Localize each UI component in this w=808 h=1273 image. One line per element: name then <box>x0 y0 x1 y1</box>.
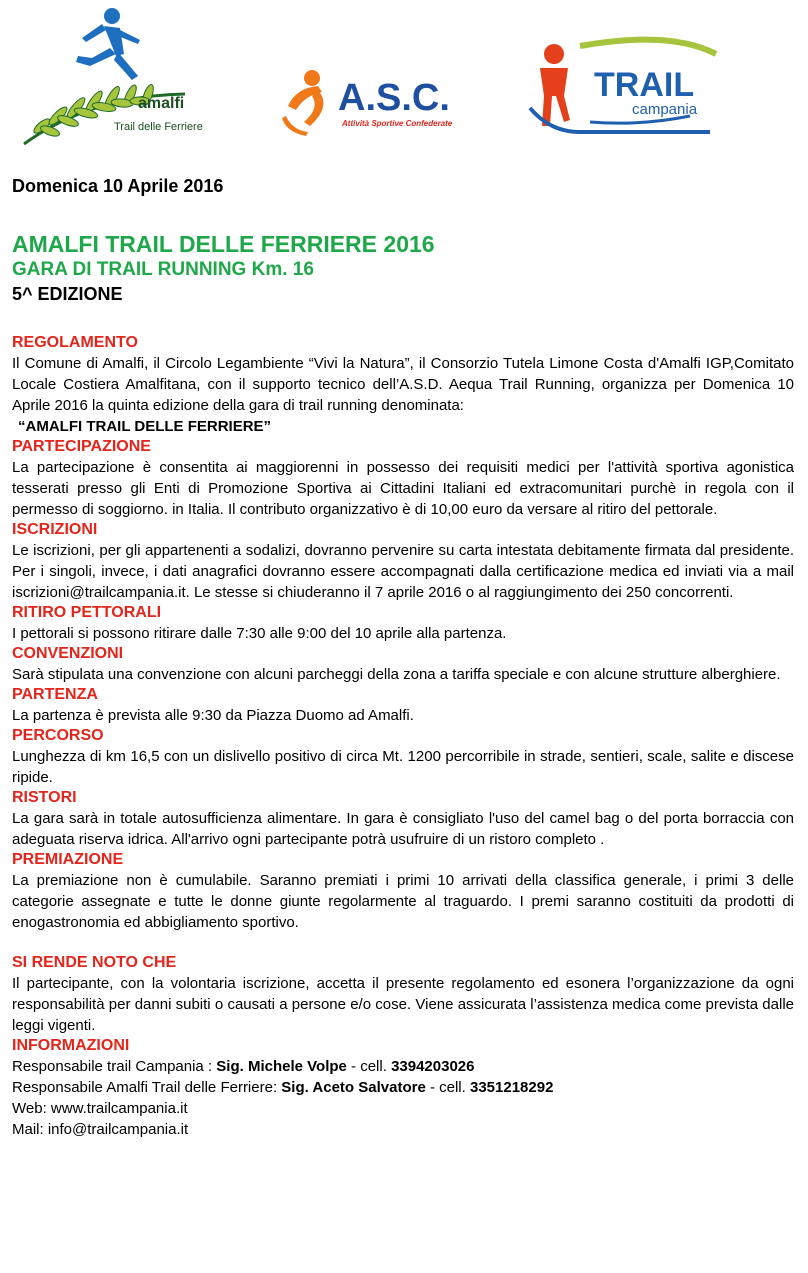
section-heading-noto: SI RENDE NOTO CHE <box>12 954 177 971</box>
contact-web: Web: www.trailcampania.it <box>12 1100 188 1117</box>
section-text-noto: Il partecipante, con la volontaria iscrizione, accetta il presente regolamento ed esonera l’organizzazione da ogni responsabilità per danni subiti o causati a persone e/o cose. Viene assicurata l’assistenza medica come prevista dalle leggi vigenti. <box>12 975 794 1034</box>
section-heading-informazioni: INFORMAZIONI <box>12 1037 130 1054</box>
section-heading-ristori: RISTORI <box>12 789 77 806</box>
section-heading-partenza: PARTENZA <box>12 686 98 703</box>
trail-logo-brand: TRAIL <box>594 66 695 104</box>
contact-separator: - cell. <box>346 1058 392 1075</box>
contact-line-amalfi-trail <box>12 1077 794 1098</box>
section-heading-regolamento: REGOLAMENTO <box>12 334 138 351</box>
contact-phone: 3351218292 <box>469 1079 554 1096</box>
trail-campania-logo <box>520 36 720 136</box>
section-text-partecipazione: La partecipazione è consentita ai maggiorenni in possesso dei requisiti medici per l'attività sportiva agonistica tesserati presso gli Enti di Promozione Sportiva ai Cittadini Italiani ed extracomunitari purchè in regola con il permesso di soggiorno. in Italia. Il contributo organizzativo è di 10,00 euro da versare al ritiro del pettorale. <box>12 459 794 518</box>
contact-name: Sig. Michele Volpe <box>216 1058 347 1075</box>
section-text-iscrizioni: Le iscrizioni, per gli appartenenti a sodalizi, dovranno pervenire su carta intestata debitamente firmata dal presidente. Per i singoli, invece, i dati anagrafici dovranno essere accompagnati dalla certificazione medica ed inviati via a mail iscrizioni@trailcampania.it. Le stesse si chiuderanno il 7 aprile 2016 o al raggiungimento dei 250 concorrenti. <box>12 542 794 601</box>
event-name-quote: “AMALFI TRAIL DELLE FERRIERE” <box>18 418 272 435</box>
contact-line-trail-campania <box>12 1056 794 1077</box>
section-text-ritiro: I pettorali si possono ritirare dalle 7:30 alle 9:00 del 10 aprile alla partenza. <box>12 625 507 642</box>
trail-logo-subtitle: campania <box>632 101 698 118</box>
main-content <box>12 176 794 1140</box>
event-date: Domenica 10 Aprile 2016 <box>12 176 224 196</box>
section-heading-iscrizioni: ISCRIZIONI <box>12 521 98 538</box>
section-heading-ritiro: RITIRO PETTORALI <box>12 604 162 621</box>
asc-logo <box>282 66 472 138</box>
section-heading-convenzioni: CONVENZIONI <box>12 645 124 662</box>
contact-mail: Mail: info@trailcampania.it <box>12 1121 189 1138</box>
section-text-percorso: Lunghezza di km 16,5 con un dislivello positivo di circa Mt. 1200 percorribile in strade, sentieri, scale, salite e discese ripide. <box>12 748 794 786</box>
amalfi-logo-subtitle: Trail delle Ferriere <box>114 121 203 133</box>
event-title: AMALFI TRAIL DELLE FERRIERE 2016 <box>12 231 435 257</box>
section-text-ristori: La gara sarà in totale autosufficienza alimentare. In gara è consigliato l'uso del camel bag o del porta borraccia con adeguata riserva idrica. All'arrivo ogni partecipante potrà usufruire di un ristoro completo . <box>12 810 794 848</box>
contact-label: Responsabile Amalfi Trail delle Ferriere: <box>12 1079 282 1096</box>
asc-logo-subtitle: Attività Sportive Confederate <box>342 119 453 128</box>
event-edition: 5^ EDIZIONE <box>12 284 123 304</box>
section-heading-percorso: PERCORSO <box>12 727 104 744</box>
section-text-premiazione: La premiazione non è cumulabile. Saranno premiati i primi 10 arrivati della classifica generale, i primi 3 delle categorie assegnate e tutte le donne giunte regolarmente al traguardo. I premi saranno costituiti da prodotti di enogastronomia ed abbigliamento sportivo. <box>12 872 794 931</box>
section-heading-premiazione: PREMIAZIONE <box>12 851 124 868</box>
section-heading-partecipazione: PARTECIPAZIONE <box>12 438 151 455</box>
section-text-regolamento: Il Comune di Amalfi, il Circolo Legambiente “Vivi la Natura”, il Consorzio Tutela Limone Costa d'Amalfi IGP,Comitato Locale Costiera Amalfitana, con il supporto tecnico dell’A.S.D. Aequa Trail Running, organizza per Domenica 10 Aprile 2016 la quinta edizione della gara di trail running denominata: <box>12 355 794 414</box>
contact-label: Responsabile trail Campania : <box>12 1058 217 1075</box>
contact-name: Sig. Aceto Salvatore <box>281 1079 426 1096</box>
amalfi-trail-logo <box>20 6 220 151</box>
amalfi-logo-brand: amalfi <box>138 95 185 112</box>
contact-separator: - cell. <box>425 1079 470 1096</box>
spacer <box>12 933 794 953</box>
event-subtitle: GARA DI TRAIL RUNNING Km. 16 <box>12 259 314 280</box>
logo-header <box>0 0 808 160</box>
section-text-partenza: La partenza è prevista alle 9:30 da Piazza Duomo ad Amalfi. <box>12 707 414 724</box>
asc-logo-brand: A.S.C. <box>338 77 450 119</box>
section-text-convenzioni: Sarà stipulata una convenzione con alcuni parcheggi della zona a tariffa speciale e con alcune strutture alberghiere. <box>12 666 781 683</box>
contact-phone: 3394203026 <box>391 1058 475 1075</box>
